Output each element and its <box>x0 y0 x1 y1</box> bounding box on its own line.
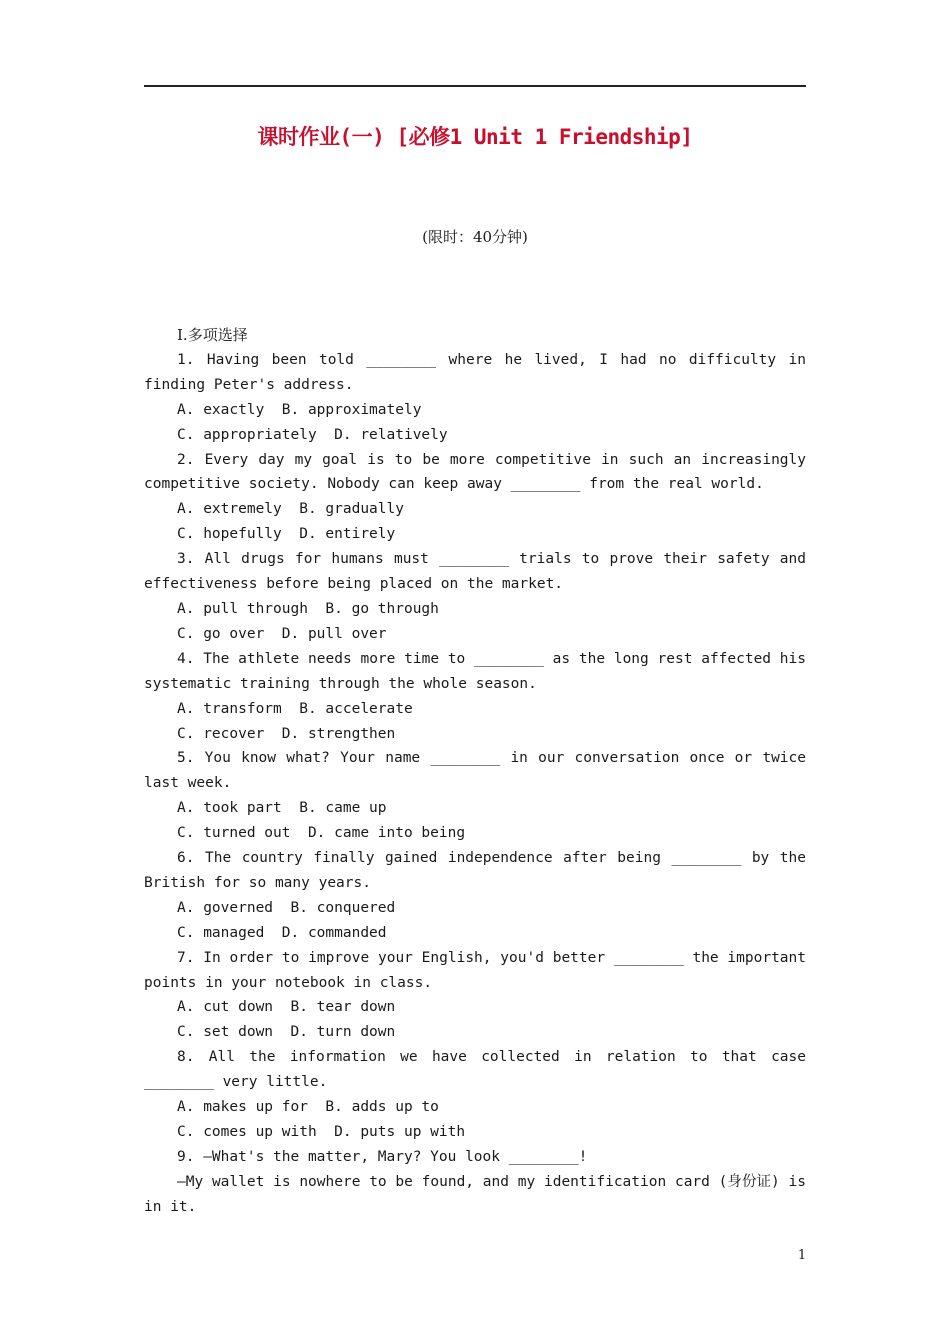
dialogue-line-2: —My wallet is nowhere to be found, and my identification card (身份证) is in it. <box>144 1173 806 1215</box>
options-cd: C. managed D. commanded <box>177 924 387 941</box>
question-6 <box>144 846 806 946</box>
options-ab: A. exactly B. approximately <box>177 401 422 418</box>
question-9 <box>144 1145 806 1220</box>
question-stem: 3. All drugs for humans must ________ trials to prove their safety and effectiveness before being placed on the market. <box>144 551 806 593</box>
options-cd: C. hopefully D. entirely <box>177 526 396 543</box>
question-3 <box>144 547 806 647</box>
dialogue-line-1: 9. —What's the matter, Mary? You look ________! <box>177 1148 588 1165</box>
options-ab: A. extremely B. gradually <box>177 501 404 518</box>
page-number: 1 <box>797 1248 807 1263</box>
options-ab: A. transform B. accelerate <box>177 700 413 717</box>
question-stem: 7. In order to improve your English, you'd better ________ the important points in your notebook in class. <box>144 949 806 991</box>
question-stem: 1. Having been told ________ where he lived, I had no difficulty in finding Peter's address. <box>144 351 806 393</box>
header-rule <box>144 85 806 87</box>
options-cd: C. comes up with D. puts up with <box>177 1124 466 1140</box>
section-heading: Ⅰ.多项选择 <box>177 326 248 344</box>
options-ab: A. pull through B. go through <box>177 600 439 617</box>
options-cd: C. appropriately D. relatively <box>177 426 448 443</box>
question-stem: 6. The country finally gained independence after being ________ by the British for so many years. <box>144 850 806 891</box>
options-ab: A. governed B. conquered <box>177 899 396 916</box>
question-2 <box>144 448 806 548</box>
options-cd: C. recover D. strengthen <box>177 725 396 742</box>
exercise-content <box>144 323 806 1220</box>
time-limit: (限时：40分钟) <box>422 228 528 246</box>
options-ab: A. took part B. came up <box>177 800 387 817</box>
question-stem: 8. All the information we have collected in relation to that case ________ very little. <box>144 1049 806 1091</box>
options-cd: C. set down D. turn down <box>177 1024 396 1041</box>
options-ab: A. cut down B. tear down <box>177 999 396 1016</box>
question-stem: 2. Every day my goal is to be more competitive in such an increasingly competitive society. Nobody can keep away ________ from the real world. <box>144 451 806 493</box>
options-cd: C. go over D. pull over <box>177 625 387 642</box>
question-1 <box>144 348 806 448</box>
page-title: 课时作业(一) [必修1 Unit 1 Friendship] <box>257 125 693 149</box>
question-stem: 5. You know what? Your name ________ in our conversation once or twice last week. <box>144 750 806 792</box>
question-7 <box>144 946 806 1046</box>
question-8 <box>144 1045 806 1145</box>
options-cd: C. turned out D. came into being <box>177 825 466 842</box>
question-stem: 4. The athlete needs more time to ________ as the long rest affected his systematic training through the whole season. <box>144 650 806 692</box>
question-5 <box>144 746 806 846</box>
question-4 <box>144 647 806 747</box>
options-ab: A. makes up for B. adds up to <box>177 1099 439 1116</box>
